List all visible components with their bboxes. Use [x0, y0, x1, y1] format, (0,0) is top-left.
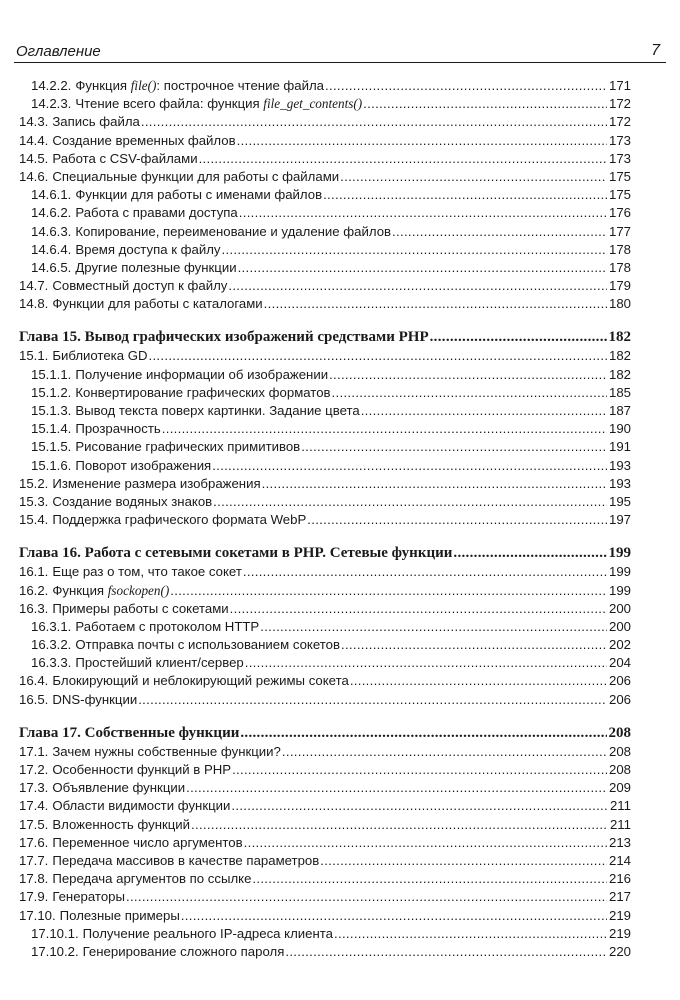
entry-number: 17.1. [19, 743, 49, 759]
leader-dots [222, 241, 607, 259]
entry-page: 187 [608, 403, 631, 418]
entry-number: 14.4. [19, 132, 49, 148]
entry-number: 15.1. [19, 348, 49, 364]
entry-number: 16.3.3. [31, 655, 72, 671]
leader-dots [329, 366, 607, 384]
entry-number: 17.10.2. [31, 943, 79, 959]
toc-entry [19, 223, 631, 241]
entry-title: Зачем нужны собственные функции? [52, 743, 281, 759]
entry-title: Блокирующий и неблокирующий режимы сокета [52, 673, 349, 689]
entry-title: Поворот изображения [75, 457, 212, 473]
entry-number: 16.5. [19, 691, 49, 707]
entry-title: Получение реального IP-адреса клиента [82, 925, 334, 941]
entry-title: Поддержка графического формата WebP [52, 512, 307, 528]
leader-dots [392, 223, 607, 241]
leader-dots [239, 204, 607, 222]
leader-dots [301, 438, 607, 456]
entry-page: 182 [608, 366, 631, 382]
entry-title: Создание временных файлов [52, 132, 236, 148]
entry-title: Вложенность функций [52, 816, 191, 832]
toc-entry [19, 402, 631, 420]
entry-title: Передача массивов в качестве параметров [52, 852, 320, 868]
toc-entry [19, 132, 631, 150]
entry-number: 16.3.2. [31, 637, 72, 653]
page-number: 7 [651, 42, 660, 59]
leader-dots [350, 672, 607, 690]
leader-dots [282, 743, 607, 761]
leader-dots [307, 511, 607, 529]
toc-entry [19, 852, 631, 870]
entry-number: 15.1.4. [31, 421, 72, 437]
entry-page: 179 [608, 278, 631, 294]
entry-title: Специальные функции для работы с файлами [52, 168, 340, 184]
leader-dots [149, 347, 607, 365]
leader-dots [264, 295, 607, 313]
entry-page: 175 [608, 168, 631, 184]
entry-number: 17.10. [19, 907, 56, 923]
leader-dots [453, 544, 606, 563]
entry-number: 17.10.1. [31, 925, 79, 941]
entry-number: 14.6.2. [31, 205, 72, 221]
toc-entry [19, 77, 631, 95]
entry-number: 15.4. [19, 512, 49, 528]
entry-title: Рисование графических примитивов [75, 439, 301, 455]
entry-page: 213 [608, 834, 631, 850]
table-of-contents [19, 77, 631, 961]
entry-title: Простейший клиент/сервер [75, 655, 244, 671]
toc-entry [19, 384, 631, 402]
entry-number: 16.1. [19, 564, 49, 580]
leader-dots [213, 493, 607, 511]
entry-title: Запись файла [52, 114, 140, 130]
toc-entry [19, 563, 631, 581]
entry-title: Полезные примеры [59, 907, 180, 923]
entry-number: 17.8. [19, 871, 49, 887]
entry-page: 209 [608, 780, 631, 796]
entry-page: 175 [608, 187, 631, 203]
entry-page: 177 [608, 223, 631, 239]
toc-entry [19, 347, 631, 365]
toc-entry [19, 943, 631, 961]
toc-section [19, 328, 631, 529]
entry-title: Области видимости функции [52, 798, 231, 814]
entry-number: 15.1.2. [31, 384, 72, 400]
toc-entry [19, 636, 631, 654]
toc-entry [19, 241, 631, 259]
entry-page: 178 [608, 241, 631, 257]
entry-number: 14.6. [19, 168, 49, 184]
entry-page: 206 [608, 691, 631, 707]
entry-number: 14.3. [19, 114, 49, 130]
leader-dots [138, 691, 607, 709]
entry-page: 178 [608, 259, 631, 275]
chapter-title: Глава 16. Работа с сетевыми сокетами в PHP. Сетевые функции [19, 545, 453, 562]
entry-page: 176 [608, 205, 631, 221]
entry-page: 191 [608, 439, 631, 455]
entry-page: 220 [608, 943, 631, 959]
toc-entry [19, 277, 631, 295]
toc-entry [19, 259, 631, 277]
entry-page: 208 [608, 762, 631, 777]
toc-entry [19, 493, 631, 511]
leader-dots [230, 600, 607, 618]
entry-title: Работа с CSV-файлами [52, 150, 198, 166]
entry-title: Функция fsockopen() [52, 582, 170, 598]
toc-entry [19, 779, 631, 797]
leader-dots [320, 852, 607, 870]
toc-entry [19, 907, 631, 925]
toc-entry [19, 600, 631, 618]
chapter-heading [19, 328, 631, 347]
toc-entry [19, 113, 631, 131]
toc-section [19, 544, 631, 709]
entry-number: 17.9. [19, 889, 49, 905]
leader-dots [361, 402, 607, 420]
leader-dots [141, 113, 607, 131]
leader-dots [181, 907, 607, 925]
entry-title: Генераторы [52, 889, 125, 905]
entry-page: 200 [608, 600, 631, 616]
toc-entry [19, 420, 631, 438]
entry-title: Копирование, переименование и удаление файлов [75, 223, 392, 239]
toc-entry [19, 672, 631, 690]
entry-page: 180 [608, 296, 631, 312]
entry-page: 204 [608, 655, 631, 671]
entry-number: 14.6.3. [31, 223, 72, 239]
leader-dots [260, 618, 607, 636]
leader-dots [262, 475, 607, 493]
toc-entry [19, 870, 631, 888]
leader-dots [323, 186, 607, 204]
toc-entry [19, 295, 631, 313]
toc-entry [19, 168, 631, 186]
entry-page: 216 [608, 871, 631, 887]
leader-dots [231, 797, 608, 815]
toc-entry [19, 204, 631, 222]
entry-title: Переменное число аргументов [52, 834, 243, 850]
toc-entry [19, 743, 631, 761]
leader-dots [363, 95, 607, 113]
entry-page: 173 [608, 132, 631, 148]
entry-number: 17.5. [19, 816, 49, 832]
entry-number: 17.7. [19, 852, 49, 868]
entry-page: 185 [608, 384, 631, 400]
entry-page: 172 [608, 96, 631, 112]
entry-title: Время доступа к файлу [75, 241, 221, 257]
entry-page: 219 [608, 907, 631, 923]
entry-number: 15.1.1. [31, 366, 72, 382]
entry-title: DNS-функции [52, 691, 138, 707]
entry-number: 14.6.4. [31, 241, 72, 257]
entry-number: 17.3. [19, 780, 49, 796]
entry-page: 219 [608, 925, 631, 941]
entry-number: 16.2. [19, 582, 49, 598]
entry-number: 15.1.5. [31, 439, 72, 455]
entry-page: 199 [608, 564, 631, 580]
entry-number: 15.1.6. [31, 457, 72, 473]
chapter-heading [19, 724, 631, 743]
entry-number: 14.2.2. [31, 78, 72, 93]
entry-title: Получение информации об изображении [75, 366, 329, 382]
entry-page: 211 [609, 798, 631, 814]
entry-number: 16.4. [19, 673, 49, 689]
toc-entry [19, 95, 631, 113]
leader-dots [332, 384, 607, 402]
entry-page: 171 [608, 78, 631, 93]
entry-title: Примеры работы с сокетами [52, 600, 229, 616]
leader-dots [243, 563, 607, 581]
entry-page: 211 [609, 816, 631, 832]
entry-page: 197 [608, 512, 631, 528]
toc-entry [19, 816, 631, 834]
leader-dots [237, 132, 607, 150]
toc-section [19, 724, 631, 961]
leader-dots [340, 168, 607, 186]
leader-dots [126, 888, 607, 906]
entry-title: Прозрачность [75, 421, 161, 437]
leader-dots [285, 943, 607, 961]
entry-title: Конвертирование графических форматов [75, 384, 331, 400]
toc-entry [19, 186, 631, 204]
leader-dots [232, 761, 607, 779]
chapter-page: 182 [608, 329, 631, 346]
entry-page: 172 [608, 114, 631, 130]
leader-dots [341, 636, 607, 654]
entry-title: Функции для работы с каталогами [52, 296, 263, 312]
entry-title: Передача аргументов по ссылке [52, 871, 252, 887]
toc-entry [19, 457, 631, 475]
entry-page: 214 [608, 852, 631, 868]
toc-entry [19, 888, 631, 906]
toc-entry [19, 475, 631, 493]
entry-page: 173 [608, 150, 631, 166]
entry-page: 217 [608, 889, 631, 905]
entry-number: 16.3.1. [31, 618, 72, 634]
leader-dots [186, 779, 607, 797]
entry-title: Объявление функции [52, 780, 186, 796]
entry-title: Совместный доступ к файлу [52, 278, 228, 294]
leader-dots [240, 724, 606, 743]
toc-entry [19, 150, 631, 168]
entry-page: 195 [608, 493, 631, 509]
entry-number: 14.8. [19, 296, 49, 312]
leader-dots [228, 277, 607, 295]
entry-number: 15.3. [19, 493, 49, 509]
toc-entry [19, 925, 631, 943]
leader-dots [212, 457, 607, 475]
toc-section [19, 77, 631, 313]
toc-entry [19, 438, 631, 456]
entry-number: 14.6.5. [31, 259, 72, 275]
chapter-heading [19, 544, 631, 563]
entry-title: Функции для работы с именами файлов [75, 187, 323, 203]
toc-entry [19, 654, 631, 672]
entry-title: Вывод текста поверх картинки. Задание цвета [75, 403, 360, 418]
entry-number: 17.2. [19, 762, 49, 777]
toc-entry [19, 761, 631, 779]
entry-number: 14.6.1. [31, 187, 72, 203]
entry-page: 200 [608, 618, 631, 634]
leader-dots [191, 816, 608, 834]
entry-number: 14.5. [19, 150, 49, 166]
page-header [14, 40, 666, 63]
leader-dots [252, 870, 607, 888]
entry-number: 16.3. [19, 600, 49, 616]
leader-dots [325, 77, 607, 95]
entry-number: 17.4. [19, 798, 49, 814]
leader-dots [430, 328, 607, 347]
leader-dots [244, 834, 607, 852]
entry-title: Работаем с протоколом HTTP [75, 618, 260, 634]
entry-number: 14.7. [19, 278, 49, 294]
entry-title: Функция file(): построчное чтение файла [75, 78, 325, 93]
entry-page: 199 [608, 582, 631, 598]
toc-entry [19, 797, 631, 815]
toc-entry [19, 511, 631, 529]
toc-entry [19, 366, 631, 384]
entry-title: Создание водяных знаков [52, 493, 213, 509]
leader-dots [162, 420, 607, 438]
entry-title: Работа с правами доступа [75, 205, 238, 221]
entry-title: Чтение всего файла: функция file_get_contents() [75, 96, 363, 112]
entry-page: 206 [608, 673, 631, 689]
leader-dots [334, 925, 607, 943]
entry-title: Отправка почты с использованием сокетов [75, 637, 340, 653]
entry-page: 193 [608, 457, 631, 473]
running-header-title: Оглавление [16, 43, 101, 60]
entry-page: 193 [608, 475, 631, 491]
entry-number: 14.2.3. [31, 96, 72, 112]
entry-title: Изменение размера изображения [52, 475, 261, 491]
leader-dots [170, 582, 607, 600]
entry-page: 208 [608, 743, 631, 759]
toc-entry [19, 582, 631, 600]
entry-title: Еще раз о том, что такое сокет [52, 564, 242, 580]
entry-title: Генерирование сложного пароля [82, 943, 285, 959]
entry-title: Библиотека GD [52, 348, 148, 364]
entry-number: 15.2. [19, 475, 49, 491]
entry-title: Другие полезные функции [75, 259, 237, 275]
chapter-title: Глава 17. Собственные функции [19, 724, 240, 741]
toc-entry [19, 834, 631, 852]
entry-number: 17.6. [19, 834, 49, 850]
chapter-page: 208 [608, 724, 631, 741]
leader-dots [245, 654, 607, 672]
chapter-title: Глава 15. Вывод графических изображений средствами PHP [19, 329, 429, 346]
entry-page: 182 [608, 348, 631, 364]
leader-dots [238, 259, 607, 277]
chapter-page: 199 [608, 545, 631, 562]
entry-title: Особенности функций в PHP [52, 762, 232, 777]
leader-dots [199, 150, 607, 168]
entry-page: 190 [608, 421, 631, 437]
toc-entry [19, 618, 631, 636]
toc-entry [19, 691, 631, 709]
entry-page: 202 [608, 637, 631, 653]
entry-number: 15.1.3. [31, 403, 72, 418]
